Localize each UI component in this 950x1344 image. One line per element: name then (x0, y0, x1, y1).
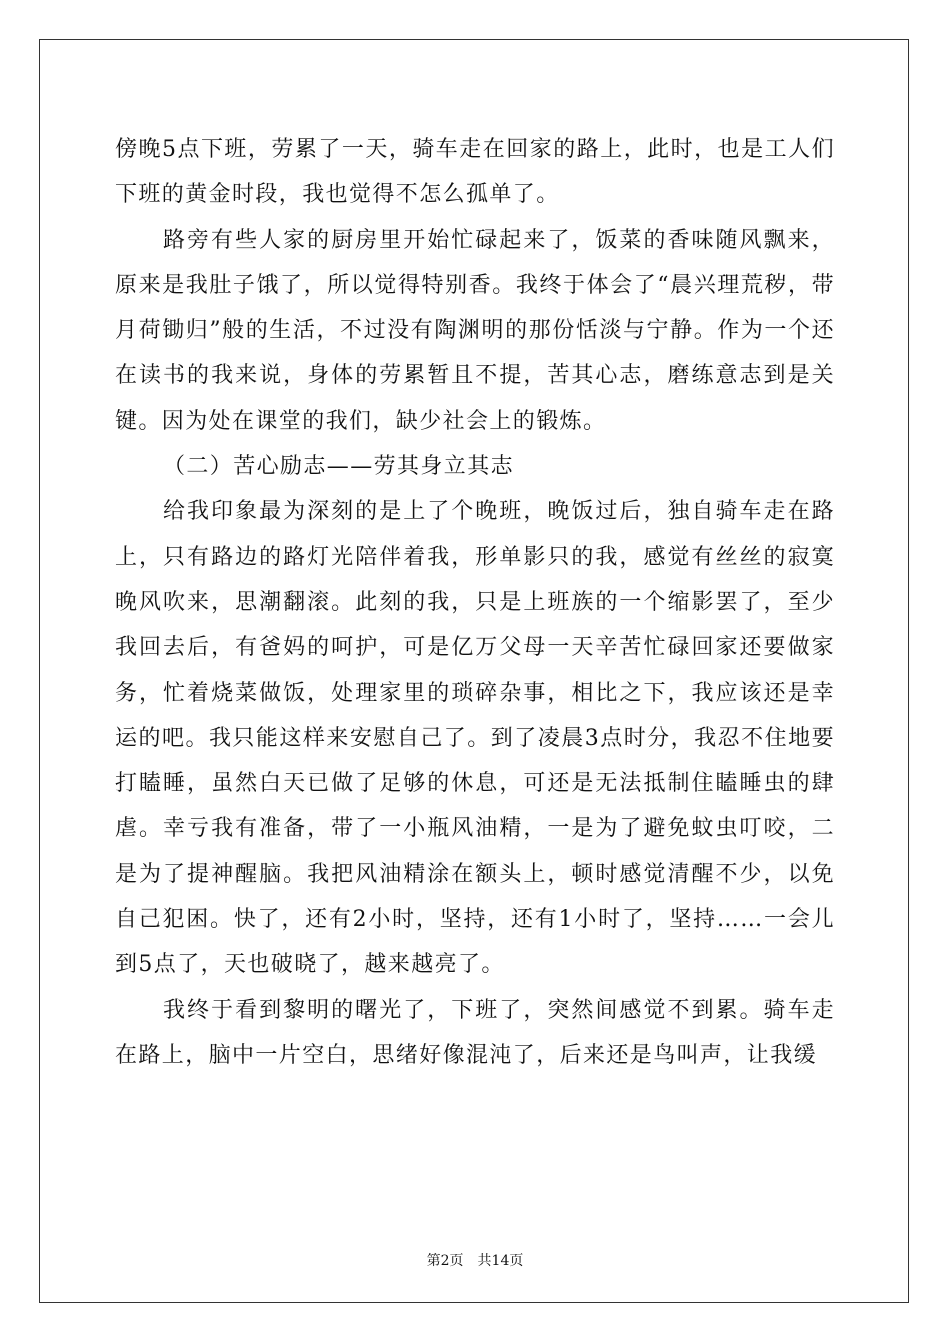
paragraph-3: 给我印象最为深刻的是上了个晚班，晚饭过后，独自骑车走在路上，只有路边的路灯光陪伴着我，形单影只的我，感觉有丝丝的寂寞晚风吹来，思潮翻滚。此刻的我，只是上班族的一个缩影罢了，至少我回去后，有爸妈的呵护，可是亿万父母一天辛苦忙碌回家还要做家务，忙着烧菜做饭，处理家里的琐碎杂事，相比之下，我应该还是幸运的吧。我只能这样来安慰自己了。到了凌晨3点时分，我忍不住地要打瞌睡，虽然白天已做了足够的休息，可还是无法抵制住瞌睡虫的肆虐。幸亏我有准备，带了一小瓶风油精，一是为了避免蚊虫叮咬，二是为了提神醒脑。我把风油精涂在额头上，顿时感觉清醒不少，以免自己犯困。快了，还有2小时，坚持，还有1小时了，坚持……一会儿到5点了，天也破晓了，越来越亮了。 (115, 499, 835, 978)
paragraph-1: 傍晚5点下班，劳累了一天，骑车走在回家的路上，此时，也是工人们下班的黄金时段，我也觉得不怎么孤单了。 (115, 137, 835, 208)
paragraph-4: 我终于看到黎明的曙光了，下班了，突然间感觉不到累。骑车走在路上，脑中一片空白，思绪好像混沌了，后来还是鸟叫声，让我缓 (115, 997, 835, 1068)
page-number-footer: 第2页 共14页 (426, 1253, 524, 1269)
paragraph-2: 路旁有些人家的厨房里开始忙碌起来了，饭菜的香味随风飘来，原来是我肚子饿了，所以觉得特别香。我终于体会了“晨兴理荒秽，带月荷锄归”般的生活，不过没有陶渊明的那份恬淡与宁静。作为一个还在读书的我来说，身体的劳累暂且不提，苦其心志，磨练意志到是关键。因为处在课堂的我们，缺少社会上的锻炼。 (115, 227, 835, 434)
document-body (115, 127, 835, 1078)
section-heading: （二）苦心励志——劳其身立其志 (163, 454, 515, 480)
